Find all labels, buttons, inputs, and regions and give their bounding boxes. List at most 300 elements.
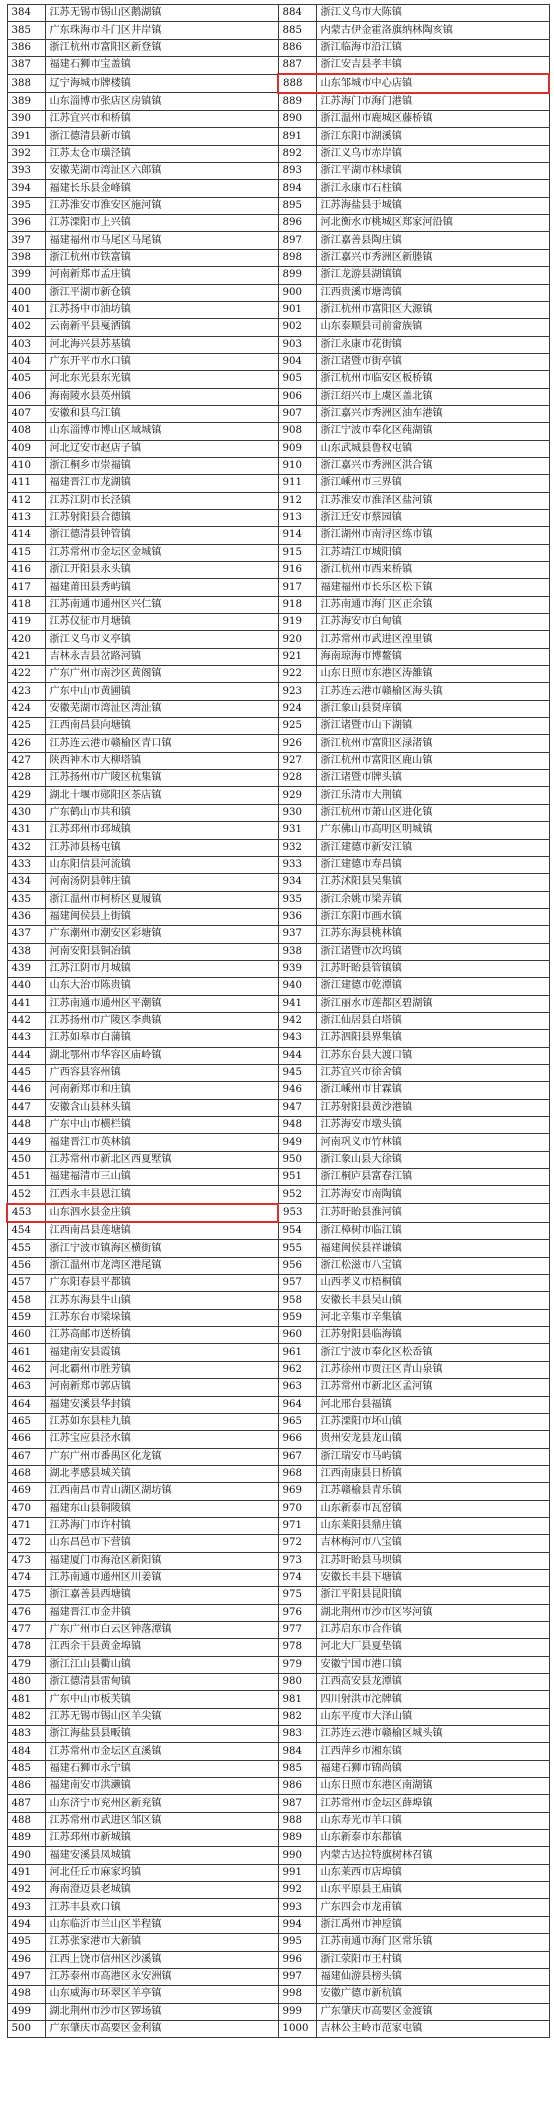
- town-name-cell-left: 浙江杭州市富阳区新登镇: [45, 39, 278, 56]
- town-name-cell-right: 江苏射阳县临海镇: [316, 1327, 549, 1344]
- rank-cell-right: 958: [278, 1292, 316, 1309]
- town-name-cell-left: 海南陵水县英州镇: [45, 388, 278, 405]
- rank-cell-right: 907: [278, 405, 316, 422]
- table-row: [7, 1587, 549, 1604]
- rank-cell-right: 952: [278, 1186, 316, 1204]
- town-name-cell-right: 江西萍乡市湘东镇: [316, 1743, 549, 1760]
- town-name-cell-left: 江苏仪征市月塘镇: [45, 614, 278, 631]
- rank-cell-left: 454: [7, 1222, 45, 1240]
- town-name-cell-left: 福建厦门市海沧区新阳镇: [45, 1552, 278, 1569]
- town-name-cell-right: 江苏连云港市赣榆区海头镇: [316, 683, 549, 700]
- town-name-cell-right: 浙江瑞安市马屿镇: [316, 1448, 549, 1465]
- town-name-cell-right: 浙江嘉兴市秀洲区新塍镇: [316, 249, 549, 266]
- rank-cell-right: 911: [278, 475, 316, 492]
- rank-cell-right: 981: [278, 1691, 316, 1708]
- town-name-cell-left: 广东肇庆市高要区金利镇: [45, 2020, 278, 2037]
- rank-cell-right: 949: [278, 1134, 316, 1151]
- town-name-cell-right: 浙江诸暨市山下湖镇: [316, 718, 549, 735]
- rank-cell-left: 389: [7, 93, 45, 111]
- town-name-cell-right: 山东武城县鲁权屯镇: [316, 440, 549, 457]
- town-name-cell-right: 河南巩义市竹林镇: [316, 1134, 549, 1151]
- rank-cell-left: 384: [7, 5, 45, 22]
- rank-cell-left: 414: [7, 527, 45, 544]
- table-row: [7, 492, 549, 509]
- table-row: [7, 683, 549, 700]
- rank-cell-right: 979: [278, 1656, 316, 1673]
- table-row: [7, 700, 549, 717]
- town-name-cell-right: 山东泰顺县司前畲族镇: [316, 319, 549, 336]
- rank-cell-left: 470: [7, 1500, 45, 1517]
- table-row: [7, 1569, 549, 1586]
- town-name-cell-right: 浙江嘉兴市秀洲区洪合镇: [316, 457, 549, 474]
- town-name-cell-left: 福建莆田县秀屿镇: [45, 579, 278, 596]
- table-row: [7, 1151, 549, 1168]
- town-name-cell-right: 江苏溧阳市坏山镇: [316, 1413, 549, 1430]
- table-row: [7, 1899, 549, 1916]
- town-name-cell-left: 江苏常州市金坛区直溪镇: [45, 1743, 278, 1760]
- rank-cell-right: 916: [278, 562, 316, 579]
- town-name-cell-left: 山东阳信县河流镇: [45, 856, 278, 873]
- rank-cell-left: 490: [7, 1847, 45, 1864]
- rank-cell-left: 428: [7, 770, 45, 787]
- table-row: [7, 770, 549, 787]
- rank-cell-right: 953: [278, 1204, 316, 1222]
- town-name-cell-left: 浙江温州市柯桥区夏履镇: [45, 891, 278, 908]
- rank-cell-right: 978: [278, 1639, 316, 1656]
- rank-cell-left: 434: [7, 874, 45, 891]
- town-name-cell-right: 浙江永康市花街镇: [316, 336, 549, 353]
- rank-cell-left: 394: [7, 180, 45, 197]
- table-row: [7, 1396, 549, 1413]
- table-row: [7, 1361, 549, 1378]
- rank-cell-right: 946: [278, 1082, 316, 1099]
- rank-cell-right: 917: [278, 579, 316, 596]
- table-row: [7, 1535, 549, 1552]
- town-name-cell-left: 广东中山市黄圃镇: [45, 683, 278, 700]
- town-name-cell-left: 广东阳春县平都镇: [45, 1275, 278, 1292]
- town-name-cell-left: 福建安溪县凤城镇: [45, 1847, 278, 1864]
- town-name-cell-left: 江苏邳州市新城镇: [45, 1830, 278, 1847]
- rank-cell-right: 933: [278, 856, 316, 873]
- town-name-cell-right: 浙江丽水市莲都区碧湖镇: [316, 995, 549, 1012]
- rank-cell-left: 484: [7, 1743, 45, 1760]
- rank-cell-right: 921: [278, 648, 316, 665]
- rank-cell-left: 477: [7, 1621, 45, 1638]
- table-row: [7, 1222, 549, 1240]
- town-name-cell-left: 吉林永吉县岔路河镇: [45, 648, 278, 665]
- table-row: [7, 1047, 549, 1064]
- rank-cell-right: 950: [278, 1151, 316, 1168]
- table-row: [7, 2020, 549, 2037]
- town-name-cell-left: 江苏东海县牛山镇: [45, 1292, 278, 1309]
- rank-cell-right: 936: [278, 908, 316, 925]
- table-row: [7, 666, 549, 683]
- town-name-cell-left: 福建南安县霞镇: [45, 1344, 278, 1361]
- town-ranking-table: [6, 4, 550, 2038]
- highlighted-table-row: [7, 74, 549, 92]
- rank-cell-right: 928: [278, 770, 316, 787]
- table-row: [7, 1760, 549, 1777]
- table-row: [7, 197, 549, 214]
- table-row: [7, 1030, 549, 1047]
- table-row: [7, 787, 549, 804]
- town-name-cell-left: 湖北荆州市沙市区锣场镇: [45, 2003, 278, 2020]
- rank-cell-left: 460: [7, 1327, 45, 1344]
- rank-cell-left: 419: [7, 614, 45, 631]
- rank-cell-right: 944: [278, 1047, 316, 1064]
- town-name-cell-right: 浙江象山县贤庠镇: [316, 700, 549, 717]
- table-row: [7, 1500, 549, 1517]
- table-row: [7, 579, 549, 596]
- rank-cell-right: 901: [278, 301, 316, 318]
- town-name-cell-left: 江苏邳州市邳城镇: [45, 822, 278, 839]
- table-row: [7, 1117, 549, 1134]
- town-name-cell-right: 浙江松滋市八宝镇: [316, 1257, 549, 1274]
- rank-cell-right: 910: [278, 457, 316, 474]
- town-name-cell-right: 江苏海安市墩头镇: [316, 1117, 549, 1134]
- rank-cell-right: 897: [278, 232, 316, 249]
- rank-cell-right: 947: [278, 1099, 316, 1116]
- town-name-cell-left: 江西永丰县恩江镇: [45, 1186, 278, 1204]
- town-name-cell-left: 浙江温州市龙湾区港尾镇: [45, 1257, 278, 1274]
- town-name-cell-right: 浙江荥阳市王村镇: [316, 1951, 549, 1968]
- rank-cell-left: 420: [7, 631, 45, 648]
- rank-cell-right: 913: [278, 509, 316, 526]
- table-row: [7, 2003, 549, 2020]
- rank-cell-right: 927: [278, 752, 316, 769]
- town-name-cell-right: 浙江杭州市富阳区渌渚镇: [316, 735, 549, 752]
- town-name-cell-left: 河北海兴县苏基镇: [45, 336, 278, 353]
- table-row: [7, 1134, 549, 1151]
- town-name-cell-left: 山东昌邑市下营镇: [45, 1535, 278, 1552]
- town-name-cell-left: 河南新郑市郭店镇: [45, 1379, 278, 1396]
- rank-cell-right: 973: [278, 1552, 316, 1569]
- rank-cell-left: 473: [7, 1552, 45, 1569]
- table-row: [7, 215, 549, 232]
- town-name-cell-left: 山东泗水县金庄镇: [45, 1204, 278, 1222]
- town-name-cell-right: 广东四会市龙甫镇: [316, 1899, 549, 1916]
- table-row: [7, 1656, 549, 1673]
- rank-cell-right: 923: [278, 683, 316, 700]
- rank-cell-left: 463: [7, 1379, 45, 1396]
- town-name-cell-right: 浙江温州市鹿城区藤桥镇: [316, 111, 549, 128]
- rank-cell-right: 920: [278, 631, 316, 648]
- table-row: [7, 405, 549, 422]
- rank-cell-left: 479: [7, 1656, 45, 1673]
- town-name-cell-left: 广东鹤山市共和镇: [45, 804, 278, 821]
- town-name-cell-right: 吉林梅河市八宝镇: [316, 1535, 549, 1552]
- rank-cell-left: 446: [7, 1082, 45, 1099]
- table-row: [7, 839, 549, 856]
- town-name-cell-right: 浙江嘉善县陶庄镇: [316, 232, 549, 249]
- town-name-cell-right: 江苏连云港市赣榆区城头镇: [316, 1726, 549, 1743]
- rank-cell-left: 500: [7, 2020, 45, 2037]
- rank-cell-right: 948: [278, 1117, 316, 1134]
- rank-cell-right: 888: [278, 74, 316, 92]
- rank-cell-right: 902: [278, 319, 316, 336]
- table-row: [7, 1275, 549, 1292]
- table-row: [7, 1743, 549, 1760]
- table-row: [7, 180, 549, 197]
- rank-cell-left: 437: [7, 926, 45, 943]
- highlighted-table-row: [7, 1204, 549, 1222]
- town-name-cell-left: 山东淄博市张店区房镇镇: [45, 93, 278, 111]
- town-name-cell-left: 江苏南通市通州区川姜镇: [45, 1569, 278, 1586]
- rank-cell-left: 390: [7, 111, 45, 128]
- town-name-cell-right: 山东平原县王庙镇: [316, 1882, 549, 1899]
- rank-cell-right: 993: [278, 1899, 316, 1916]
- rank-cell-left: 476: [7, 1604, 45, 1621]
- table-row: [7, 1448, 549, 1465]
- rank-cell-right: 998: [278, 1986, 316, 2003]
- town-name-cell-right: 江西贵溪市塘湾镇: [316, 284, 549, 301]
- rank-cell-right: 995: [278, 1934, 316, 1951]
- town-name-cell-left: 福建石狮市宝盖镇: [45, 57, 278, 75]
- rank-cell-right: 957: [278, 1275, 316, 1292]
- rank-cell-right: 970: [278, 1500, 316, 1517]
- town-name-cell-left: 广东珠海市斗门区井岸镇: [45, 22, 278, 39]
- town-name-cell-left: 江西南昌市青山湖区湖坊镇: [45, 1483, 278, 1500]
- town-name-cell-right: 浙江东阳市画水镇: [316, 908, 549, 925]
- rank-cell-right: 951: [278, 1169, 316, 1186]
- town-name-cell-right: 浙江仙居县白塔镇: [316, 1012, 549, 1029]
- rank-cell-left: 472: [7, 1535, 45, 1552]
- table-row: [7, 336, 549, 353]
- table-row: [7, 145, 549, 162]
- rank-cell-left: 462: [7, 1361, 45, 1378]
- town-name-cell-left: 江苏常州市武进区邹区镇: [45, 1812, 278, 1829]
- rank-cell-left: 432: [7, 839, 45, 856]
- rank-cell-right: 892: [278, 145, 316, 162]
- rank-cell-right: 886: [278, 39, 316, 56]
- town-name-cell-right: 浙江禹州市神垕镇: [316, 1916, 549, 1933]
- town-name-cell-left: 江苏泰州市高港区永安洲镇: [45, 1968, 278, 1985]
- rank-cell-right: 929: [278, 787, 316, 804]
- rank-cell-left: 464: [7, 1396, 45, 1413]
- town-name-cell-right: 浙江诸暨市街亭镇: [316, 353, 549, 370]
- rank-cell-left: 387: [7, 57, 45, 75]
- town-name-cell-left: 江苏宝应县泾水镇: [45, 1431, 278, 1448]
- rank-cell-left: 412: [7, 492, 45, 509]
- town-name-cell-left: 辽宁海城市牌楼镇: [45, 74, 278, 92]
- table-row: [7, 39, 549, 56]
- rank-cell-right: 968: [278, 1465, 316, 1482]
- rank-cell-right: 988: [278, 1812, 316, 1829]
- town-name-cell-left: 江苏射阳县合德镇: [45, 509, 278, 526]
- town-name-cell-left: 山东临沂市兰山区半程镇: [45, 1916, 278, 1933]
- rank-cell-left: 468: [7, 1465, 45, 1482]
- rank-cell-left: 409: [7, 440, 45, 457]
- rank-cell-right: 887: [278, 57, 316, 75]
- rank-cell-right: 896: [278, 215, 316, 232]
- town-name-cell-left: 江苏高邮市送桥镇: [45, 1327, 278, 1344]
- town-name-cell-right: 山东平度市大泽山镇: [316, 1708, 549, 1725]
- table-row: [7, 1968, 549, 1985]
- town-name-cell-left: 江苏淮安市淮安区施河镇: [45, 197, 278, 214]
- rank-cell-right: 906: [278, 388, 316, 405]
- table-row: [7, 1517, 549, 1534]
- rank-cell-right: 919: [278, 614, 316, 631]
- town-name-cell-left: 云南新平县戛洒镇: [45, 319, 278, 336]
- town-name-cell-left: 江苏张家港市大新镇: [45, 1934, 278, 1951]
- rank-cell-right: 895: [278, 197, 316, 214]
- town-name-cell-left: 江苏海门市许村镇: [45, 1517, 278, 1534]
- rank-cell-left: 498: [7, 1986, 45, 2003]
- town-name-cell-right: 江苏常州市武进区湟里镇: [316, 631, 549, 648]
- table-row: [7, 509, 549, 526]
- table-row: [7, 995, 549, 1012]
- town-name-cell-left: 福建晋江市龙湖镇: [45, 475, 278, 492]
- table-row: [7, 1483, 549, 1500]
- rank-cell-left: 415: [7, 544, 45, 561]
- town-name-cell-right: 山东新泰市瓦窑镇: [316, 1500, 549, 1517]
- rank-cell-left: 461: [7, 1344, 45, 1361]
- town-name-cell-left: 江苏扬州市广陵区杭集镇: [45, 770, 278, 787]
- rank-cell-right: 898: [278, 249, 316, 266]
- town-name-cell-right: 浙江永康市石柱镇: [316, 180, 549, 197]
- table-row: [7, 1812, 549, 1829]
- table-row: [7, 1240, 549, 1257]
- town-name-cell-left: 安徽芜湖市湾沚区湾沚镇: [45, 700, 278, 717]
- rank-cell-right: 915: [278, 544, 316, 561]
- rank-cell-right: 891: [278, 128, 316, 145]
- rank-cell-right: 977: [278, 1621, 316, 1638]
- table-row: [7, 926, 549, 943]
- table-row: [7, 596, 549, 613]
- town-name-cell-right: 浙江建德市乾潭镇: [316, 978, 549, 995]
- rank-cell-left: 413: [7, 509, 45, 526]
- table-row: [7, 908, 549, 925]
- town-name-cell-left: 湖北鄂州市华容区庙岭镇: [45, 1047, 278, 1064]
- rank-cell-left: 451: [7, 1169, 45, 1186]
- rank-cell-left: 423: [7, 683, 45, 700]
- table-row: [7, 1257, 549, 1274]
- town-name-cell-left: 福建晋江市金井镇: [45, 1604, 278, 1621]
- town-name-cell-right: 河北大厂县夏垫镇: [316, 1639, 549, 1656]
- town-name-cell-left: 浙江杭州市铁富镇: [45, 249, 278, 266]
- rank-cell-left: 436: [7, 908, 45, 925]
- town-name-cell-right: 江西南康县日桥镇: [316, 1465, 549, 1482]
- table-row: [7, 1099, 549, 1116]
- rank-cell-left: 391: [7, 128, 45, 145]
- town-name-cell-left: 广东广州市南沙区黄阁镇: [45, 666, 278, 683]
- town-name-cell-left: 浙江德清县雷甸镇: [45, 1674, 278, 1691]
- town-name-cell-left: 山东大治市陈贵镇: [45, 978, 278, 995]
- town-name-cell-right: 浙江宁波市奉化区松岙镇: [316, 1344, 549, 1361]
- rank-cell-right: 900: [278, 284, 316, 301]
- town-name-cell-left: 福建长乐县金峰镇: [45, 180, 278, 197]
- town-name-cell-left: 浙江桐乡市崇福镇: [45, 457, 278, 474]
- table-row: [7, 1413, 549, 1430]
- town-name-cell-right: 福建石狮市锦尚镇: [316, 1760, 549, 1777]
- rank-cell-left: 478: [7, 1639, 45, 1656]
- table-row: [7, 93, 549, 111]
- rank-cell-right: 918: [278, 596, 316, 613]
- town-name-cell-left: 浙江德清县新市镇: [45, 128, 278, 145]
- table-row: [7, 1621, 549, 1638]
- town-name-cell-left: 湖北十堰市郧阳区茶店镇: [45, 787, 278, 804]
- town-name-cell-left: 福建福清市三山镇: [45, 1169, 278, 1186]
- rank-cell-right: 904: [278, 353, 316, 370]
- rank-cell-left: 495: [7, 1934, 45, 1951]
- town-name-cell-right: 山东日照市东港区涛雒镇: [316, 666, 549, 683]
- table-row: [7, 457, 549, 474]
- table-row: [7, 856, 549, 873]
- town-name-cell-left: 江苏太仓市璜泾镇: [45, 145, 278, 162]
- table-row: [7, 1691, 549, 1708]
- rank-cell-right: 930: [278, 804, 316, 821]
- town-name-cell-right: 内蒙古伊金霍洛旗纳林陶亥镇: [316, 22, 549, 39]
- town-name-cell-right: 安徽广德市新杭镇: [316, 1986, 549, 2003]
- table-row: [7, 943, 549, 960]
- rank-cell-left: 485: [7, 1760, 45, 1777]
- table-row: [7, 267, 549, 284]
- table-row: [7, 544, 549, 561]
- rank-cell-left: 483: [7, 1726, 45, 1743]
- rank-cell-right: 924: [278, 700, 316, 717]
- town-name-cell-right: 江苏常州市金坛区薛埠镇: [316, 1795, 549, 1812]
- rank-cell-left: 471: [7, 1517, 45, 1534]
- table-row: [7, 874, 549, 891]
- town-name-cell-right: 江西高安县龙潭镇: [316, 1674, 549, 1691]
- table-row: [7, 1847, 549, 1864]
- table-row: [7, 5, 549, 22]
- town-name-cell-left: 江苏丰县欢口镇: [45, 1899, 278, 1916]
- rank-cell-right: 967: [278, 1448, 316, 1465]
- town-name-cell-left: 江苏无锡市锡山区羊尖镇: [45, 1708, 278, 1725]
- town-name-cell-right: 浙江乐清市大荆镇: [316, 787, 549, 804]
- town-name-cell-left: 江苏常州市金坛区金城镇: [45, 544, 278, 561]
- rank-cell-right: 926: [278, 735, 316, 752]
- table-row: [7, 232, 549, 249]
- rank-cell-left: 496: [7, 1951, 45, 1968]
- table-row: [7, 163, 549, 180]
- rank-cell-right: 996: [278, 1951, 316, 1968]
- town-name-cell-right: 山东莱阳县鼎庄镇: [316, 1517, 549, 1534]
- rank-cell-right: 974: [278, 1569, 316, 1586]
- town-name-cell-left: 江苏常州市新北区西夏墅镇: [45, 1151, 278, 1168]
- table-row: [7, 1674, 549, 1691]
- town-name-cell-right: 江苏泗阳县界集镇: [316, 1030, 549, 1047]
- town-name-cell-left: 河北辽安市赵店子镇: [45, 440, 278, 457]
- rank-cell-left: 467: [7, 1448, 45, 1465]
- rank-cell-right: 999: [278, 2003, 316, 2020]
- town-name-cell-left: 浙江义乌市义亭镇: [45, 631, 278, 648]
- rank-cell-right: 975: [278, 1587, 316, 1604]
- table-row: [7, 1552, 549, 1569]
- table-row: [7, 631, 549, 648]
- town-name-cell-right: 浙江义乌市大陈镇: [316, 5, 549, 22]
- rank-cell-right: 938: [278, 943, 316, 960]
- town-name-cell-right: 浙江杭州市萧山区进化镇: [316, 804, 549, 821]
- table-row: [7, 562, 549, 579]
- table-row: [7, 1916, 549, 1933]
- rank-cell-right: 980: [278, 1674, 316, 1691]
- rank-cell-right: 940: [278, 978, 316, 995]
- table-row: [7, 614, 549, 631]
- town-name-cell-right: 河北衡水市桃城区郑家河沿镇: [316, 215, 549, 232]
- table-row: [7, 1064, 549, 1081]
- town-name-cell-right: 浙江安吉县孝丰镇: [316, 57, 549, 75]
- table-row: [7, 752, 549, 769]
- table-row: [7, 1292, 549, 1309]
- rank-cell-left: 402: [7, 319, 45, 336]
- table-row: [7, 978, 549, 995]
- rank-cell-right: 991: [278, 1864, 316, 1881]
- town-name-cell-left: 江苏如皋市白蒲镇: [45, 1030, 278, 1047]
- table-row: [7, 1708, 549, 1725]
- town-name-cell-left: 安徽含山县林头镇: [45, 1099, 278, 1116]
